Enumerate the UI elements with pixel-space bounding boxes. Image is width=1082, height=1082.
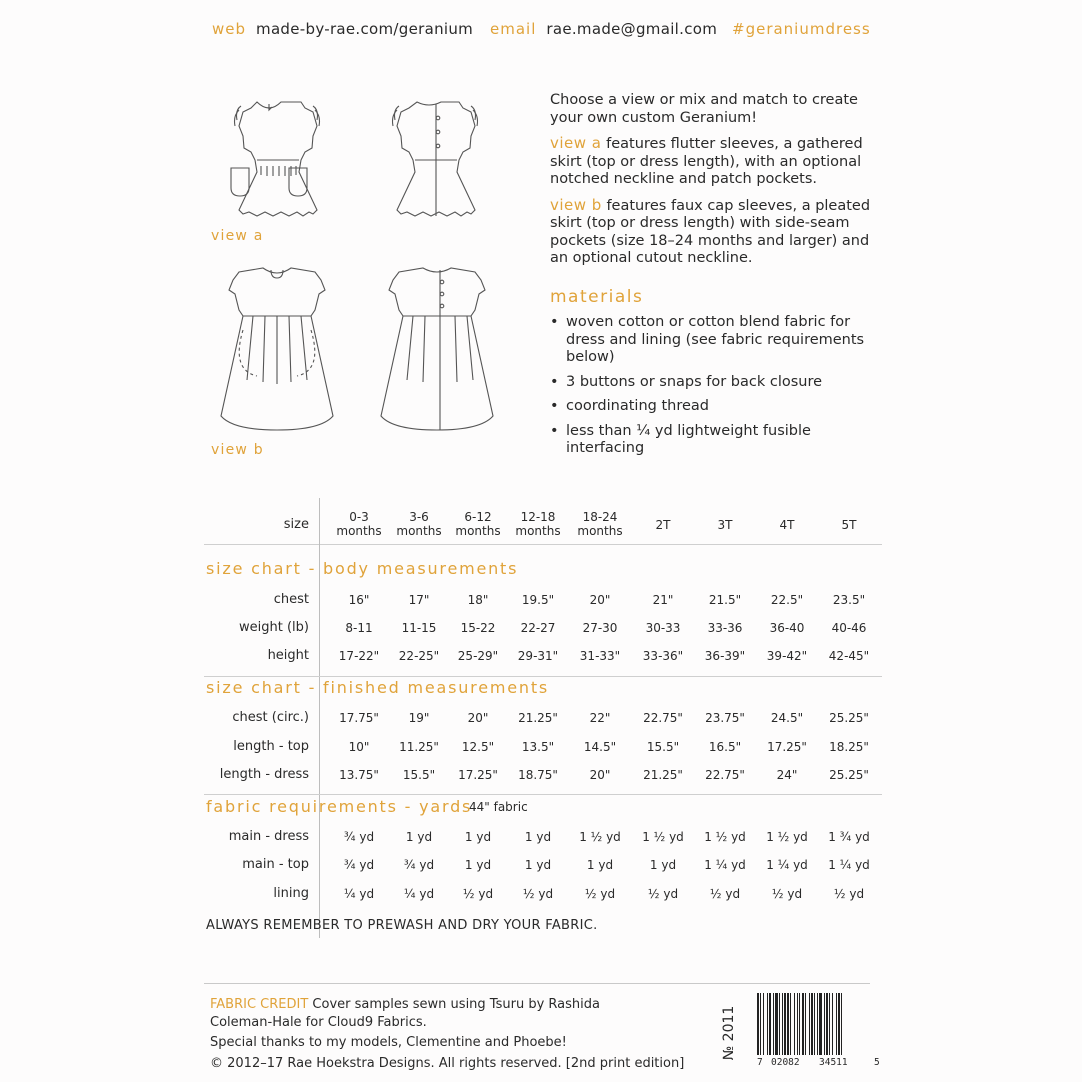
finished-measurement-cell: 17.25": [767, 740, 807, 754]
barcode-bar: [767, 993, 768, 1055]
fabric-requirement-cell: ½ yd: [584, 887, 616, 901]
view-b-lead: view b: [550, 195, 602, 214]
fabric-requirement-cell: 1 ½ yd: [704, 830, 746, 844]
materials-item-text: less than ¼ yd lightweight fusible interfacing: [566, 422, 811, 456]
finished-measurement-cell: 12.5": [461, 740, 495, 754]
barcode-bar: [790, 993, 791, 1055]
finished-measurements-title: size chart - finished measurements: [206, 678, 550, 697]
body-measurement-cell: 21": [652, 593, 674, 607]
body-measurement-cell: 22.5": [770, 593, 804, 607]
fabric-requirement-cell: ¼ yd: [343, 887, 375, 901]
fabric-requirement-cell: ½ yd: [833, 887, 865, 901]
barcode-bar: [832, 993, 833, 1055]
barcode-digit: 02082: [771, 1057, 800, 1068]
fabric-credit-label: FABRIC CREDIT: [210, 997, 309, 1012]
barcode-bar: [799, 993, 800, 1055]
body-measurements-title: size chart - body measurements: [206, 559, 519, 578]
materials-title: materials: [550, 287, 644, 307]
view-a-label: view a: [211, 228, 264, 244]
body-measurement-cell: 22-25": [398, 649, 440, 663]
body-measurement-cell: 33-36: [707, 621, 743, 635]
fabric-requirement-cell: ¾ yd: [343, 858, 375, 872]
body-measurement-cell: 16": [348, 593, 370, 607]
barcode-digit: 7: [757, 1057, 763, 1068]
barcode-bar: [836, 993, 837, 1055]
fabric-note: 44" fabric: [469, 800, 528, 814]
barcode-bar: [802, 993, 804, 1055]
fabric-requirement-cell: ½ yd: [462, 887, 494, 901]
hashtag: #geraniumdress: [732, 20, 871, 38]
finished-measurement-cell: 19": [408, 711, 430, 725]
fabric-credit-text: Cover samples sewn using Tsuru by Rashida: [308, 997, 600, 1012]
barcode-bar: [841, 993, 842, 1055]
body-measurement-row-label: chest: [273, 592, 309, 607]
barcode-digit: 34511: [819, 1057, 848, 1068]
finished-measurement-cell: 21.25": [643, 768, 683, 782]
size-label: size: [283, 517, 309, 532]
body-measurement-cell: 27-30: [582, 621, 618, 635]
fabric-requirement-cell: ¾ yd: [403, 858, 435, 872]
finished-measurement-cell: 20": [467, 711, 489, 725]
body-measurement-cell: 15-22: [460, 621, 496, 635]
finished-measurement-cell: 22": [589, 711, 611, 725]
materials-item-text: woven cotton or cotton blend fabric for dress and lining (see fabric requirements below): [566, 314, 865, 365]
barcode-bar: [773, 993, 774, 1055]
body-measurement-cell: 36-40: [769, 621, 805, 635]
body-measurement-cell: 11-15: [401, 621, 437, 635]
body-measurement-cell: 25-29": [457, 649, 499, 663]
barcode-bar: [794, 993, 795, 1055]
body-measurement-cell: 18": [467, 593, 489, 607]
materials-item-text: coordinating thread: [566, 398, 709, 414]
fabric-requirement-cell: ¾ yd: [343, 830, 375, 844]
finished-measurement-cell: 13.5": [521, 740, 555, 754]
fabric-requirement-row-label: main - top: [242, 857, 309, 872]
fabric-requirement-cell: 1 ½ yd: [642, 830, 684, 844]
body-measurement-cell: 30-33: [645, 621, 681, 635]
body-measurement-cell: 42-45": [828, 649, 870, 663]
barcode-bar: [817, 993, 818, 1055]
footer-divider: [204, 983, 870, 984]
fabric-requirement-cell: 1 yd: [649, 858, 677, 872]
fabric-requirement-row-label: lining: [273, 886, 309, 901]
barcode-bar: [760, 993, 761, 1055]
barcode-bar: [829, 993, 830, 1055]
fabric-requirement-cell: 1 yd: [405, 830, 433, 844]
finished-measurement-cell: 13.75": [339, 768, 379, 782]
fabric-credit: [210, 997, 600, 1012]
finished-measurement-cell: 22.75": [643, 711, 683, 725]
barcode-bars: [757, 993, 881, 1057]
size-column-header: 6-12 months: [455, 510, 501, 538]
fabric-requirement-cell: 1 yd: [524, 858, 552, 872]
body-measurement-row-label: height: [267, 648, 309, 663]
barcode-bar: [838, 993, 840, 1055]
fabric-credit-line-2: Coleman-Hale for Cloud9 Fabrics.: [210, 1015, 427, 1030]
barcode-bar: [787, 993, 789, 1055]
barcode-bar: [819, 993, 822, 1055]
barcode-bar: [779, 993, 780, 1055]
pattern-number-text: № 2011: [721, 1005, 737, 1061]
web-label: web: [212, 20, 247, 38]
materials-item: • woven cotton or cotton blend fabric for dress and lining (see fabric requirements below): [550, 314, 865, 365]
body-measurement-cell: 31-33": [579, 649, 621, 663]
finished-measurement-cell: 15.5": [402, 768, 436, 782]
finished-measurement-cell: 17.25": [458, 768, 498, 782]
finished-measurement-row-label: length - dress: [219, 767, 309, 782]
body-measurement-cell: 23.5": [832, 593, 866, 607]
divider: [204, 794, 882, 795]
fabric-requirement-cell: ¼ yd: [403, 887, 435, 901]
view-b-label: view b: [211, 442, 264, 458]
copyright: © 2012–17 Rae Hoekstra Designs. All rights reserved. [2nd print edition]: [210, 1056, 685, 1071]
thanks-note: Special thanks to my models, Clementine and Phoebe!: [210, 1035, 567, 1050]
fabric-requirement-cell: 1 yd: [586, 858, 614, 872]
materials-item: • coordinating thread: [550, 398, 709, 414]
barcode-bar: [814, 993, 815, 1055]
barcode-bar: [769, 993, 771, 1055]
body-measurement-cell: 40-46: [831, 621, 867, 635]
finished-measurement-cell: 14.5": [583, 740, 617, 754]
materials-item-text: 3 buttons or snaps for back closure: [566, 373, 823, 390]
barcode-bar: [797, 993, 798, 1055]
size-column-header: 12-18 months: [515, 510, 561, 538]
view-b-text: features faux cap sleeves, a pleated skirt (top or dress length) with side-seam pockets (size 18–24 months and larger) and an optional cutout neckline.: [550, 197, 871, 266]
finished-measurement-cell: 24": [776, 768, 798, 782]
body-measurement-cell: 22-27: [520, 621, 556, 635]
divider: [204, 544, 882, 545]
finished-measurement-cell: 16.5": [708, 740, 742, 754]
finished-measurement-cell: 25.25": [829, 768, 869, 782]
intro-paragraph: Choose a view or mix and match to create your own custom Geranium!: [550, 92, 858, 126]
fabric-requirement-cell: ½ yd: [771, 887, 803, 901]
fabric-requirement-cell: 1 ½ yd: [579, 830, 621, 844]
barcode-bar: [805, 993, 806, 1055]
materials-item: • less than ¼ yd lightweight fusible interfacing: [550, 422, 811, 456]
fabric-requirement-cell: 1 yd: [464, 830, 492, 844]
fabric-requirement-cell: ½ yd: [647, 887, 679, 901]
finished-measurement-cell: 18.75": [518, 768, 558, 782]
finished-measurement-row-label: length - top: [233, 739, 309, 754]
barcode: [757, 993, 881, 1073]
barcode-bar: [757, 993, 759, 1055]
fabric-requirement-cell: 1 yd: [524, 830, 552, 844]
finished-measurement-cell: 24.5": [770, 711, 804, 725]
size-column-header: 18-24 months: [577, 510, 623, 538]
view-a-lead: view a: [550, 134, 602, 152]
body-measurement-cell: 20": [589, 593, 611, 607]
barcode-digit: 5: [874, 1057, 880, 1068]
body-measurement-cell: 19.5": [521, 593, 555, 607]
prewash-note: ALWAYS REMEMBER TO PREWASH AND DRY YOUR FABRIC.: [206, 918, 598, 933]
barcode-bar: [775, 993, 778, 1055]
fabric-requirement-cell: ½ yd: [522, 887, 554, 901]
finished-measurement-cell: 10": [348, 740, 370, 754]
fabric-requirement-cell: 1 yd: [464, 858, 492, 872]
barcode-bar: [784, 993, 786, 1055]
barcode-bar: [782, 993, 783, 1055]
view-a-text: features flutter sleeves, a gathered skirt (top or dress length), with an optional notched neckline and patch pockets.: [550, 136, 863, 187]
body-measurement-cell: 29-31": [517, 649, 559, 663]
finished-measurement-cell: 25.25": [829, 711, 869, 725]
body-measurement-cell: 33-36": [642, 649, 684, 663]
barcode-bar: [809, 993, 810, 1055]
body-measurement-cell: 21.5": [708, 593, 742, 607]
size-column-header: 2T: [655, 518, 671, 532]
fabric-requirement-cell: 1 ¼ yd: [828, 858, 870, 872]
body-measurement-cell: 36-39": [704, 649, 746, 663]
finished-measurement-cell: 20": [589, 768, 611, 782]
finished-measurement-cell: 23.75": [705, 711, 745, 725]
barcode-bar: [763, 993, 764, 1055]
finished-measurement-row-label: chest (circ.): [232, 710, 309, 725]
barcode-bar: [826, 993, 828, 1055]
body-measurement-cell: 17-22": [338, 649, 380, 663]
pattern-number: [716, 1005, 740, 1065]
body-measurement-cell: 17": [408, 593, 430, 607]
body-measurement-cell: 39-42": [766, 649, 808, 663]
finished-measurement-cell: 21.25": [518, 711, 558, 725]
materials-item: • 3 buttons or snaps for back closure: [550, 373, 823, 390]
body-measurement-row-label: weight (lb): [239, 620, 309, 635]
size-column-header: 4T: [779, 518, 795, 532]
body-measurement-cell: 8-11: [345, 621, 373, 635]
size-column-header: 3T: [717, 518, 733, 532]
finished-measurement-cell: 11.25": [399, 740, 439, 754]
size-column-header: 5T: [841, 518, 857, 532]
fabric-requirement-cell: 1 ½ yd: [766, 830, 808, 844]
fabric-requirement-cell: 1 ¼ yd: [704, 858, 746, 872]
finished-measurement-cell: 18.25": [829, 740, 869, 754]
finished-measurement-cell: 15.5": [646, 740, 680, 754]
fabric-requirement-cell: ½ yd: [709, 887, 741, 901]
size-column-header: 3-6 months: [396, 510, 442, 538]
fabric-requirement-cell: 1 ¾ yd: [828, 830, 870, 844]
fabric-requirement-row-label: main - dress: [228, 829, 309, 844]
divider: [204, 676, 882, 677]
finished-measurement-cell: 17.75": [339, 711, 379, 725]
size-column-header: 0-3 months: [336, 510, 382, 538]
email-address[interactable]: rae.made@gmail.com: [546, 20, 718, 38]
web-url[interactable]: made-by-rae.com/geranium: [256, 20, 474, 38]
finished-measurement-cell: 22.75": [705, 768, 745, 782]
email-label: email: [490, 20, 537, 38]
barcode-bar: [824, 993, 825, 1055]
fabric-requirement-cell: 1 ¼ yd: [766, 858, 808, 872]
fabric-requirements-title: fabric requirements - yards: [206, 797, 473, 816]
barcode-bar: [811, 993, 813, 1055]
